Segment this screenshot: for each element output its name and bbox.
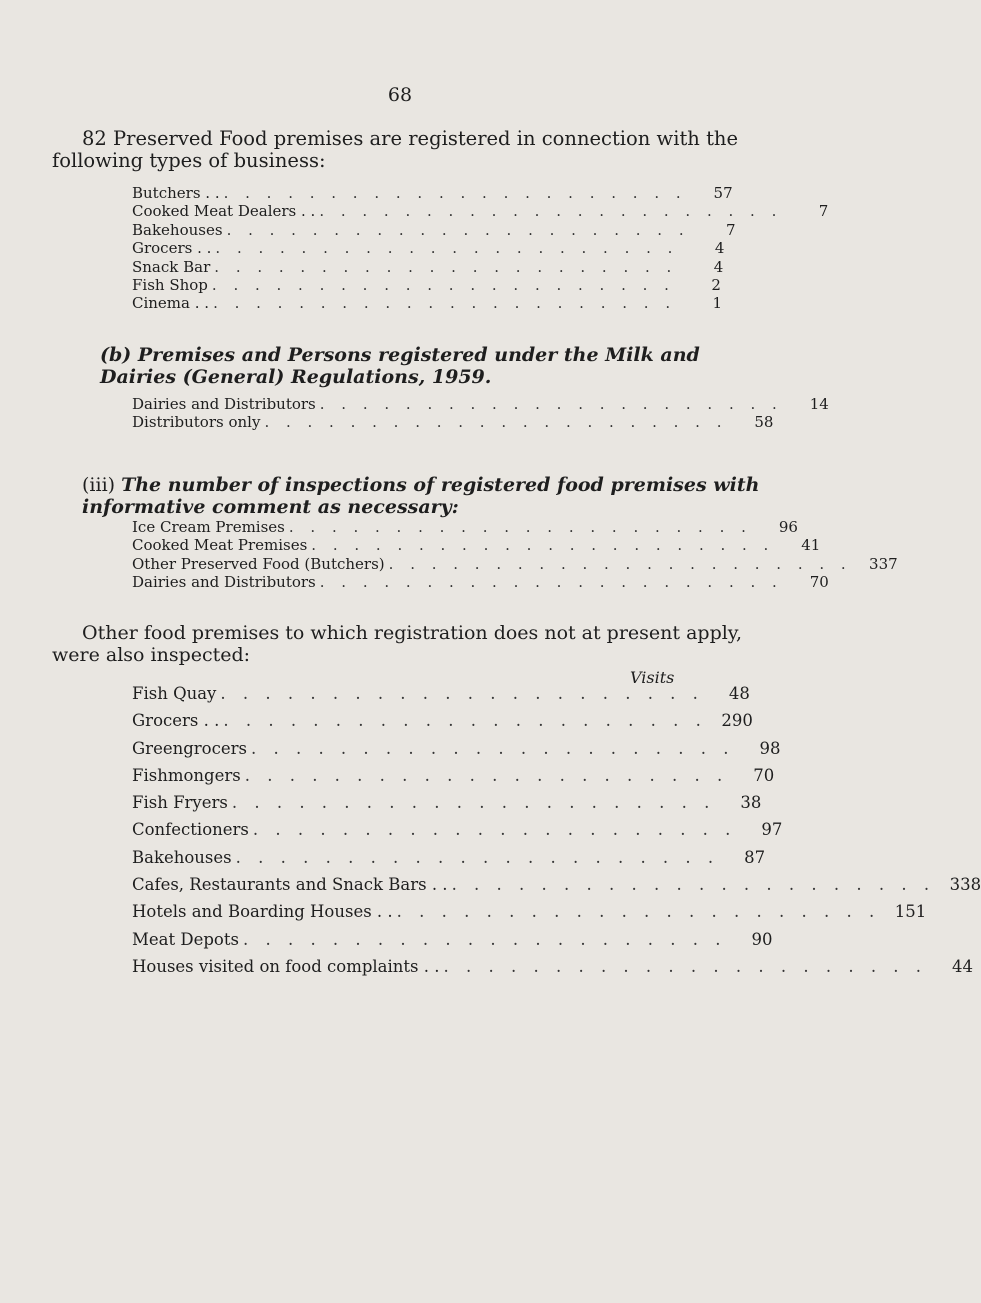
other-premises-row — [132, 820, 783, 847]
other-premises-label: Houses visited on food complaints . . — [132, 956, 440, 976]
preserved-food-label: Butchers . . — [132, 184, 220, 202]
other-premises-value: 338 — [949, 875, 981, 895]
leader-dots: . . . . . . . . . . . . . . . . . . . . . . — [213, 294, 677, 313]
preserved-food-label: Grocers . . — [132, 239, 212, 258]
preserved-food-value: 7 — [726, 220, 736, 239]
section-b-heading — [100, 344, 750, 388]
milk-dairies-row — [132, 395, 829, 413]
leader-dots: . . . . . . . . . . . . . . . . . . . . . . — [319, 202, 783, 221]
inspection-value: 70 — [809, 573, 829, 592]
preserved-food-value: 57 — [713, 184, 733, 202]
other-premises-row — [132, 765, 775, 793]
leader-dots: . . . . . . . . . . . . . . . . . . . . . . — [388, 554, 852, 573]
other-premises-value: 38 — [740, 793, 762, 813]
leader-dots: . . . . . . . . . . . . . . . . . . . . . . — [252, 820, 737, 840]
preserved-food-label: Cinema . . — [132, 294, 210, 313]
leader-dots: . . . . . . . . . . . . . . . . . . . . . . — [220, 684, 704, 703]
visits-column-header: Visits — [630, 668, 675, 687]
inspection-value: 96 — [778, 518, 798, 536]
intro-paragraph: 82 Preserved Food premises are registered in connection with the following types of business: — [52, 127, 739, 172]
other-premises-row — [132, 847, 766, 875]
preserved-food-row — [132, 294, 723, 313]
other-premises-label: Cafes, Restaurants and Snack Bars . . — [132, 875, 448, 895]
other-premises-list — [132, 684, 981, 984]
other-premises-row — [132, 684, 750, 711]
leader-dots: . . . . . . . . . . . . . . . . . . . . . . — [226, 220, 690, 239]
preserved-food-value: 1 — [712, 294, 723, 313]
other-premises-value: 70 — [753, 765, 775, 785]
preserved-food-row — [132, 202, 829, 221]
preserved-food-row — [132, 220, 736, 239]
preserved-food-list — [132, 184, 829, 313]
section-iii-heading — [82, 474, 762, 518]
preserved-food-value: 4 — [714, 239, 725, 258]
inspection-row — [132, 573, 829, 592]
other-premises-row — [132, 956, 974, 984]
inspection-row — [132, 536, 821, 555]
other-premises-row — [132, 929, 773, 957]
other-premises-label: Hotels and Boarding Houses . . — [132, 902, 393, 922]
other-premises-row — [132, 711, 753, 738]
preserved-food-row — [132, 184, 733, 202]
inspection-value: 41 — [801, 536, 821, 555]
leader-dots: . . . . . . . . . . . . . . . . . . . . . . — [211, 275, 675, 294]
leader-dots: . . . . . . . . . . . . . . . . . . . . . . — [231, 793, 716, 813]
inspection-row — [132, 554, 898, 573]
leader-dots: . . . . . . . . . . . . . . . . . . . . . . — [319, 395, 783, 413]
page-number: 68 — [387, 84, 413, 106]
inspections-list — [132, 518, 898, 592]
other-premises-value: 48 — [728, 684, 750, 703]
other-premises-label: Greengrocers — [132, 738, 247, 758]
other-premises-label: Fishmongers — [132, 765, 241, 785]
leader-dots: . . . . . . . . . . . . . . . . . . . . . . — [264, 413, 728, 432]
leader-dots: . . . . . . . . . . . . . . . . . . . . . . — [214, 257, 678, 276]
leader-dots: . . . . . . . . . . . . . . . . . . . . . . — [223, 184, 687, 202]
leader-dots: . . . . . . . . . . . . . . . . . . . . . . — [319, 573, 783, 592]
leader-dots: . . . . . . . . . . . . . . . . . . . . . . — [396, 902, 881, 922]
inspection-value: 337 — [869, 554, 898, 573]
inspection-label: Other Preserved Food (Butchers) — [132, 554, 385, 573]
other-premises-row — [132, 902, 927, 929]
other-premises-label: Fish Fryers — [132, 793, 228, 813]
preserved-food-label: Fish Shop — [132, 275, 208, 294]
leader-dots: . . . . . . . . . . . . . . . . . . . . . . — [235, 847, 720, 867]
other-premises-row — [132, 738, 781, 766]
leader-dots: . . . . . . . . . . . . . . . . . . . . . . — [244, 765, 729, 785]
other-premises-value: 87 — [744, 847, 766, 867]
leader-dots: . . . . . . . . . . . . . . . . . . . . . . — [443, 956, 928, 976]
section-iii-title: The number of inspections of registered food premises with informative comment as necessary: — [82, 474, 760, 518]
milk-dairies-label: Distributors only — [132, 413, 261, 432]
preserved-food-value: 2 — [711, 275, 721, 294]
leader-dots: . . . . . . . . . . . . . . . . . . . . . . — [215, 239, 679, 258]
preserved-food-label: Cooked Meat Dealers . . — [132, 202, 316, 221]
other-premises-value: 98 — [759, 738, 781, 758]
leader-dots: . . . . . . . . . . . . . . . . . . . . . . — [242, 929, 727, 949]
inspection-label: Cooked Meat Premises — [132, 536, 308, 555]
preserved-food-label: Bakehouses — [132, 220, 223, 239]
preserved-food-value: 7 — [818, 202, 829, 221]
other-premises-label: Meat Depots — [132, 929, 239, 949]
leader-dots: . . . . . . . . . . . . . . . . . . . . . . — [288, 518, 752, 536]
other-premises-value: 90 — [751, 929, 773, 949]
preserved-food-row — [132, 275, 721, 294]
other-premises-label: Grocers . . — [132, 711, 220, 731]
leader-dots: . . . . . . . . . . . . . . . . . . . . . . — [311, 536, 775, 555]
inspection-label: Dairies and Distributors — [132, 573, 316, 592]
milk-dairies-label: Dairies and Distributors — [132, 395, 316, 413]
other-premises-value: 97 — [761, 820, 783, 840]
milk-dairies-value: 14 — [809, 395, 829, 413]
other-premises-label: Confectioners — [132, 820, 249, 840]
preserved-food-value: 4 — [713, 257, 724, 276]
milk-dairies-row — [132, 413, 774, 432]
other-premises-value: 44 — [952, 956, 974, 976]
section-b-title: Premises and Persons registered under the Milk and Dairies (General) Regulations, 1959. — [100, 344, 700, 388]
leader-dots: . . . . . . . . . . . . . . . . . . . . . . — [223, 711, 707, 731]
section-iii-marker: (iii) — [82, 474, 116, 496]
preserved-food-label: Snack Bar — [132, 257, 211, 276]
inspection-row — [132, 518, 798, 536]
other-premises-row — [132, 875, 981, 902]
inspection-label: Ice Cream Premises — [132, 518, 285, 536]
other-premises-paragraph: Other food premises to which registration does not at present apply, were also inspected: — [52, 622, 743, 666]
leader-dots: . . . . . . . . . . . . . . . . . . . . . . — [451, 875, 936, 895]
section-b-marker: (b) — [100, 344, 132, 366]
preserved-food-row — [132, 257, 724, 276]
milk-dairies-value: 58 — [754, 413, 774, 432]
milk-dairies-list — [132, 395, 829, 432]
other-premises-label: Fish Quay — [132, 684, 217, 703]
other-premises-value: 290 — [721, 711, 753, 731]
leader-dots: . . . . . . . . . . . . . . . . . . . . . . — [250, 738, 735, 758]
preserved-food-row — [132, 239, 725, 258]
other-premises-row — [132, 793, 762, 820]
other-premises-label: Bakehouses — [132, 847, 232, 867]
other-premises-value: 151 — [894, 902, 927, 922]
